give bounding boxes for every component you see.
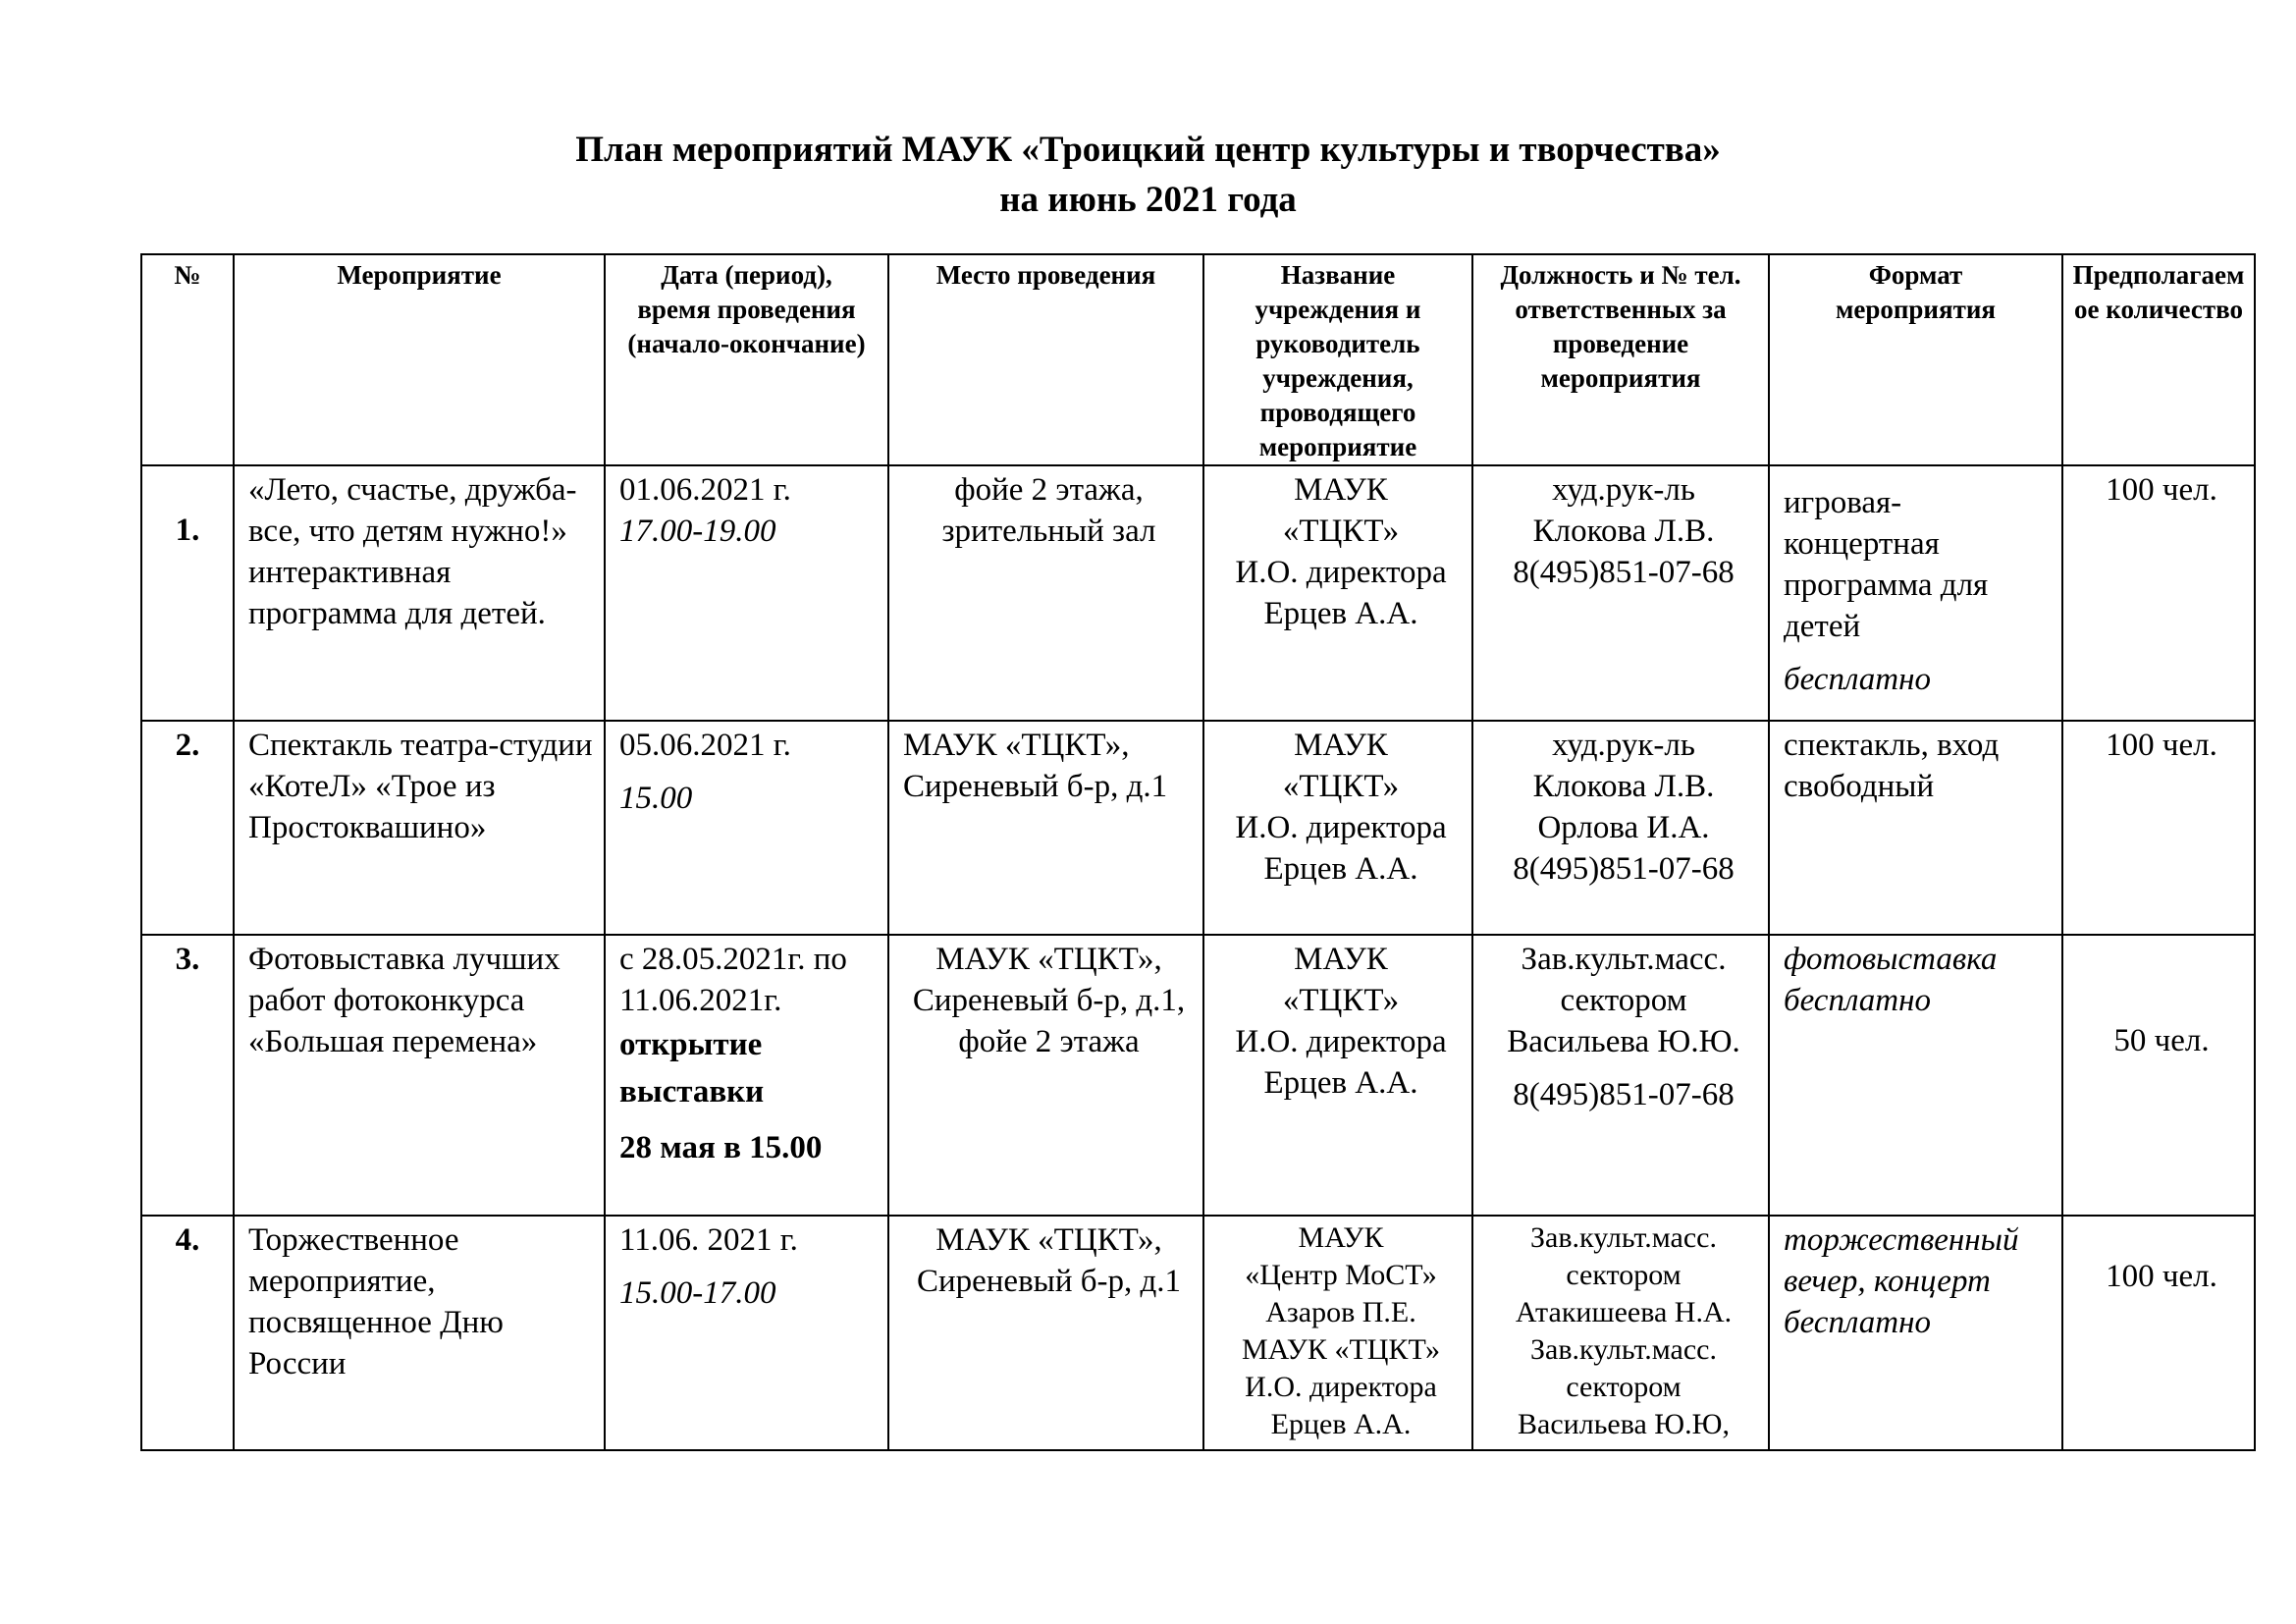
header-date: Дата (период), время проведения (начало-окончание) bbox=[605, 254, 888, 465]
table-header-row bbox=[141, 254, 2255, 465]
event-cell: Торжественное мероприятие, посвященное Дню России bbox=[234, 1216, 605, 1450]
date-cell: 11.06. 2021 г. 15.00-17.00 bbox=[605, 1216, 888, 1450]
format-cell: торжественный вечер, концерт бесплатно bbox=[1769, 1216, 2062, 1450]
format-cell: спектакль, вход свободный bbox=[1769, 721, 2062, 935]
page-subtitle: на июнь 2021 года bbox=[999, 180, 1297, 220]
format-cell: фотовыставка бесплатно bbox=[1769, 935, 2062, 1216]
header-resp: Должность и № тел. ответственных за проведение мероприятия bbox=[1472, 254, 1769, 465]
header-count: Предполагаемое количество bbox=[2062, 254, 2255, 465]
resp-cell: худ.рук-ль Клокова Л.В. 8(495)851-07-68 bbox=[1472, 465, 1769, 721]
row-number: 3. bbox=[141, 935, 234, 1216]
header-place: Место проведения bbox=[888, 254, 1203, 465]
count-cell: 100 чел. bbox=[2062, 465, 2255, 721]
format-cell: игровая-концертная программа для детей бесплатно bbox=[1769, 465, 2062, 721]
date-cell: с 28.05.2021г. по 11.06.2021г. открытие выставки 28 мая в 15.00 bbox=[605, 935, 888, 1216]
table-row bbox=[141, 1216, 2255, 1450]
date-cell: 01.06.2021 г. 17.00-19.00 bbox=[605, 465, 888, 721]
event-cell: Фотовыставка лучших работ фотоконкурса «Большая перемена» bbox=[234, 935, 605, 1216]
table-row bbox=[141, 465, 2255, 721]
header-org: Название учреждения и руководитель учреждения, проводящего мероприятие bbox=[1203, 254, 1472, 465]
resp-cell: Зав.культ.масс. сектором Васильева Ю.Ю. 8(495)851-07-68 bbox=[1472, 935, 1769, 1216]
place-cell: фойе 2 этажа, зрительный зал bbox=[888, 465, 1203, 721]
place-cell: МАУК «ТЦКТ», Сиреневый б-р, д.1 bbox=[888, 1216, 1203, 1450]
place-cell: МАУК «ТЦКТ», Сиреневый б-р, д.1, фойе 2 этажа bbox=[888, 935, 1203, 1216]
resp-cell: Зав.культ.масс. сектором Атакишеева Н.А. Зав.культ.масс. сектором Васильева Ю.Ю, bbox=[1472, 1216, 1769, 1450]
header-event: Мероприятие bbox=[234, 254, 605, 465]
events-table bbox=[140, 253, 2256, 1451]
event-cell: Спектакль театра-студии «КотеЛ» «Трое из Простоквашино» bbox=[234, 721, 605, 935]
count-cell: 50 чел. bbox=[2062, 935, 2255, 1216]
org-cell: МАУК «ТЦКТ» И.О. директора Ерцев А.А. bbox=[1203, 721, 1472, 935]
count-cell: 100 чел. bbox=[2062, 1216, 2255, 1450]
date-cell: 05.06.2021 г. 15.00 bbox=[605, 721, 888, 935]
header-format: Формат мероприятия bbox=[1769, 254, 2062, 465]
org-cell: МАУК «Центр МоСТ» Азаров П.Е. МАУК «ТЦКТ» И.О. директора Ерцев А.А. bbox=[1203, 1216, 1472, 1450]
row-number: 1. bbox=[141, 465, 234, 721]
table-row bbox=[141, 721, 2255, 935]
table-row bbox=[141, 935, 2255, 1216]
count-cell: 100 чел. bbox=[2062, 721, 2255, 935]
header-num: № bbox=[141, 254, 234, 465]
resp-cell: худ.рук-ль Клокова Л.В. Орлова И.А. 8(495)851-07-68 bbox=[1472, 721, 1769, 935]
row-number: 2. bbox=[141, 721, 234, 935]
page-title: План мероприятий МАУК «Троицкий центр культуры и творчества» bbox=[575, 130, 1721, 170]
row-number: 4. bbox=[141, 1216, 234, 1450]
place-cell: МАУК «ТЦКТ», Сиреневый б-р, д.1 bbox=[888, 721, 1203, 935]
org-cell: МАУК «ТЦКТ» И.О. директора Ерцев А.А. bbox=[1203, 935, 1472, 1216]
org-cell: МАУК «ТЦКТ» И.О. директора Ерцев А.А. bbox=[1203, 465, 1472, 721]
event-cell: «Лето, счастье, дружба-все, что детям нужно!» интерактивная программа для детей. bbox=[234, 465, 605, 721]
